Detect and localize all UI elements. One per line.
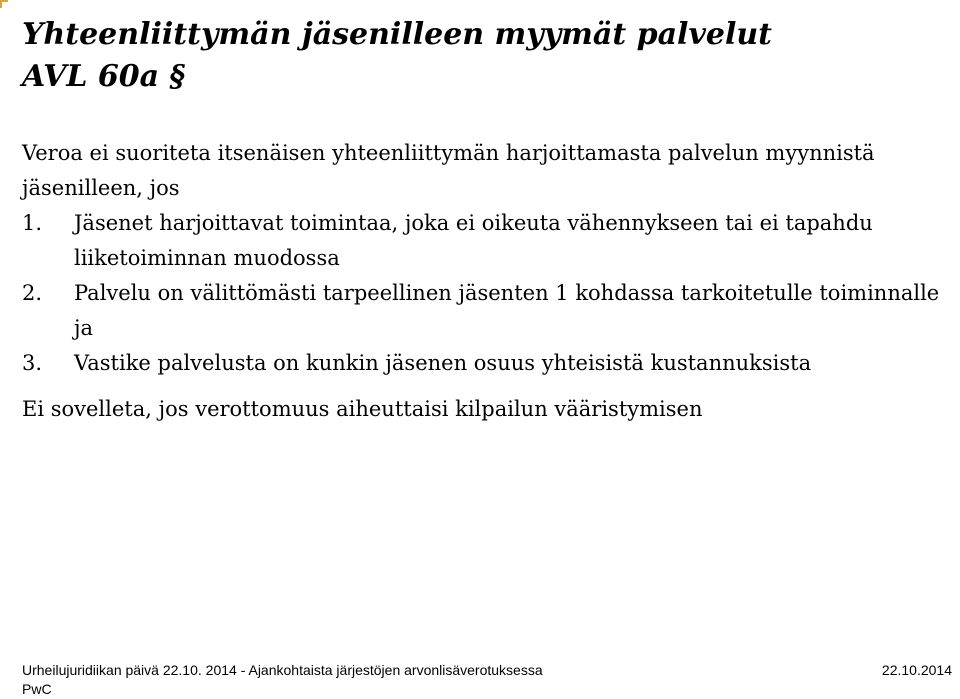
- slide-footer: [22, 661, 952, 699]
- condition-text: Palvelu on välittömästi tarpeellinen jäsenten 1 kohdassa tarkoitetulle toiminnalle ja: [74, 281, 940, 340]
- condition-item-2: [22, 276, 942, 346]
- footer-date: 22.10.2014: [881, 662, 952, 678]
- intro-paragraph: Veroa ei suoriteta itsenäisen yhteenliittymän harjoittamasta palvelun myynnistä jäsenilleen, jos: [22, 141, 875, 200]
- slide-body: [22, 136, 942, 427]
- conditions-list: [22, 206, 942, 381]
- footer-row: [22, 661, 952, 680]
- slide-title-line-2: AVL 60a §: [22, 59, 186, 94]
- footer-event-text: Urheilujuridiikan päivä 22.10. 2014 - Ajankohtaista järjestöjen arvonlisäverotuksessa: [22, 662, 543, 678]
- condition-number: 2.: [22, 281, 43, 305]
- condition-item-3: [22, 346, 942, 381]
- slide-title: [22, 14, 942, 98]
- closing-paragraph: Ei sovelleta, jos verottomuus aiheuttaisi kilpailun vääristymisen: [22, 397, 703, 421]
- footer-company: PwC: [22, 681, 52, 697]
- condition-text: Jäsenet harjoittavat toimintaa, joka ei oikeuta vähennykseen tai ei tapahdu liiketoiminnan muodossa: [74, 211, 873, 270]
- condition-number: 1.: [22, 211, 43, 235]
- condition-number: 3.: [22, 351, 43, 375]
- slide-title-line-1: Yhteenliittymän jäsenilleen myymät palvelut: [22, 17, 773, 52]
- condition-text: Vastike palvelusta on kunkin jäsenen osuus yhteisistä kustannuksista: [74, 351, 812, 375]
- corner-accent-mark: [0, 0, 8, 8]
- condition-item-1: [22, 206, 942, 276]
